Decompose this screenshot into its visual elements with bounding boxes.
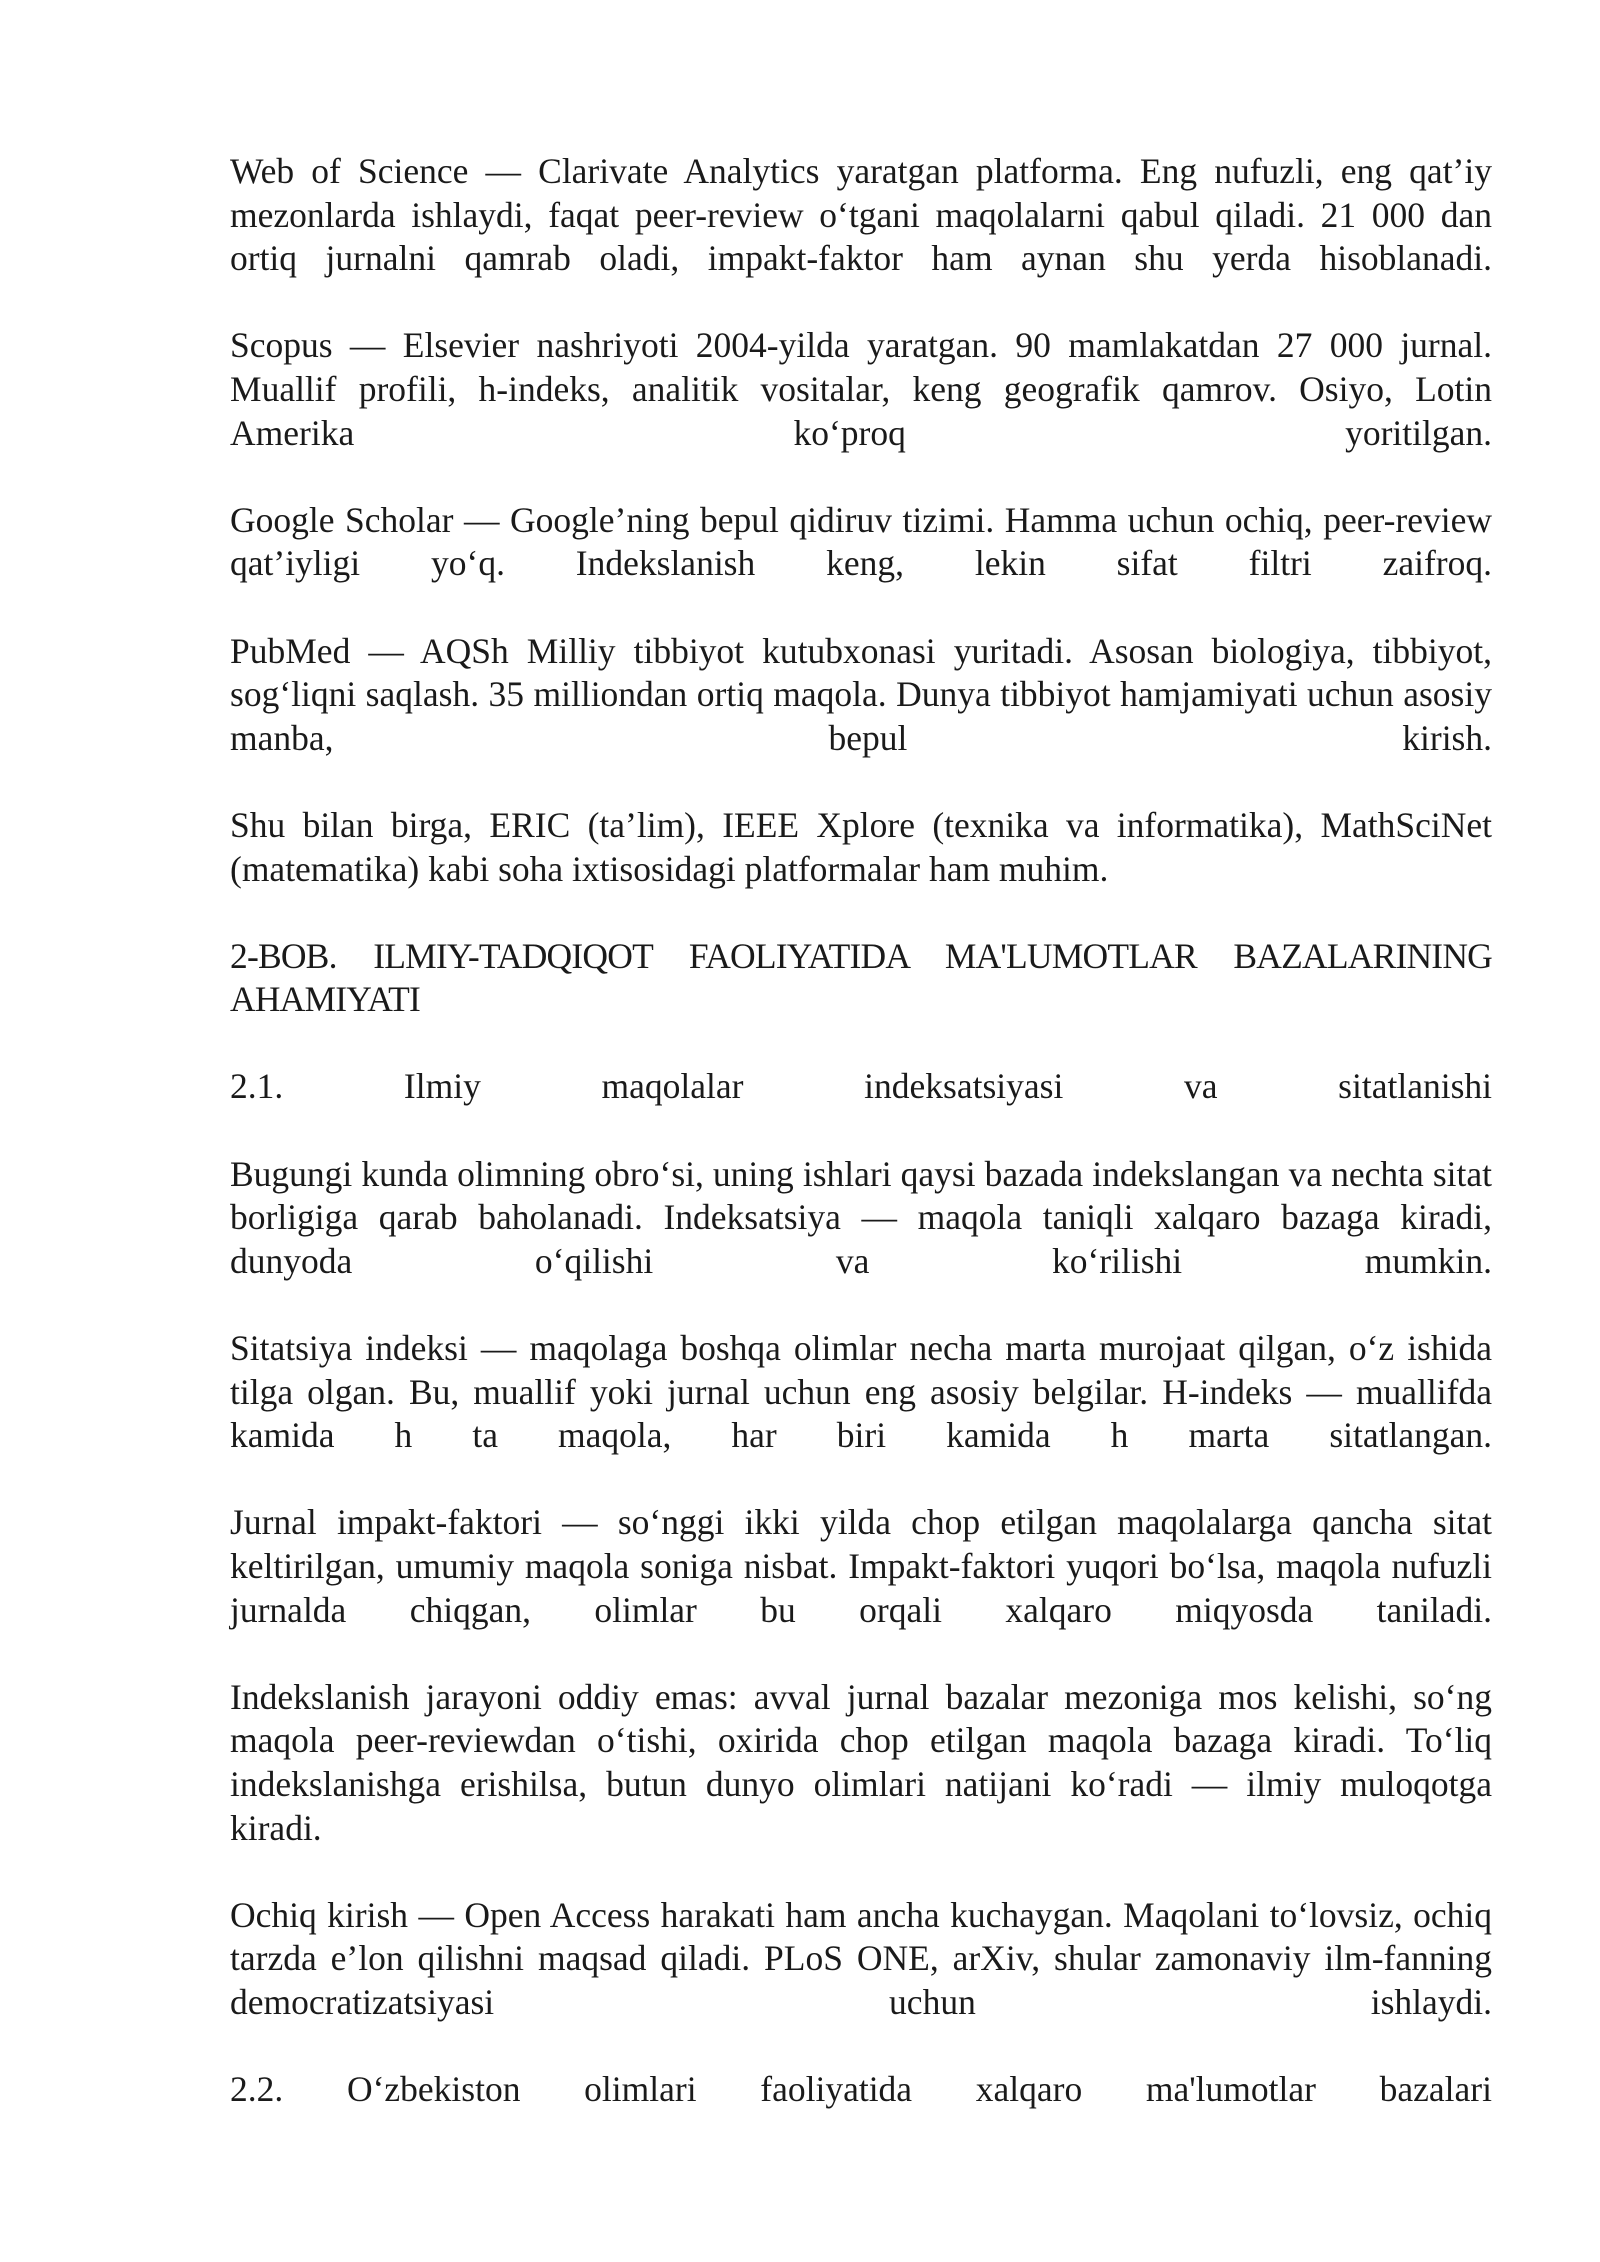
paragraph-indexing-process: Indekslanish jarayoni oddiy emas: avval jurnal bazalar mezoniga mos kelishi, so‘ng maqola peer-reviewdan o‘tishi, oxirida chop etilgan maqola bazaga kiradi. To‘liq indekslanishga erishilsa, butun dunyo olimlari natijani ko‘radi — ilmiy muloqotga kiradi. [230,1676,1492,1848]
paragraph-open-access: Ochiq kirish — Open Access harakati ham ancha kuchaygan. Maqolani to‘lovsiz, ochiq tarzda e’lon qilishni maqsad qiladi. PLoS ONE, arXiv, shular zamonaviy ilm-fanning democratizatsiyasi uchun ishlaydi. [230,1894,1492,2022]
paragraph-citation-index: Sitatsiya indeksi — maqolaga boshqa olimlar necha marta murojaat qilgan, o‘z ishida tilga olgan. Bu, muallif yoki jurnal uchun eng asosiy belgilar. H-indeks — muallifda kamida h ta maqola, har biri kamida h marta sitatlangan. [230,1328,1492,1456]
paragraph-pubmed: PubMed — AQSh Milliy tibbiyot kutubxonasi yuritadi. Asosan biologiya, tibbiyot, sog‘liqni saqlash. 35 milliondan ortiq maqola. Dunya tibbiyot hamjamiyati uchun asosiy manba, bepul kirish. [230,630,1492,758]
paragraph-web-of-science: Web of Science — Clarivate Analytics yaratgan platforma. Eng nufuzli, eng qat’iy mezonlarda ishlaydi, faqat peer-review o‘tgani maqolalarni qabul qiladi. 21 000 dan ortiq jurnalni qamrab oladi, impakt-faktor ham aynan shu yerda hisoblanadi. [230,151,1492,279]
paragraph-google-scholar: Google Scholar — Google’ning bepul qidiruv tizimi. Hamma uchun ochiq, peer-review qat’iyligi yo‘q. Indekslanish keng, lekin sifat filtri zaifroq. [230,499,1492,584]
section-2-1-title: 2.1. Ilmiy maqolalar indeksatsiyasi va sitatlanishi [230,1066,1492,1107]
paragraph-scopus: Scopus — Elsevier nashriyoti 2004-yilda yaratgan. 90 mamlakatdan 27 000 jurnal. Muallif profili, h-indeks, analitik vositalar, keng geografik qamrov. Osiyo, Lotin Amerika ko‘proq yoritilgan. [230,325,1492,453]
document-body [230,150,1492,2112]
paragraph-impact-factor: Jurnal impakt-faktori — so‘nggi ikki yilda chop etilgan maqolalarga qancha sitat keltirilgan, umumiy maqola soniga nisbat. Impakt-faktori yuqori bo‘lsa, maqola nufuzli jurnalda chiqgan, olimlar bu orqali xalqaro miqyosda taniladi. [230,1502,1492,1630]
paragraph-other-platforms: Shu bilan birga, ERIC (ta’lim), IEEE Xplore (texnika va informatika), MathSciNet (matematika) kabi soha ixtisosidagi platformalar ham muhim. [230,804,1492,889]
section-2-2-title: 2.2. O‘zbekiston olimlari faoliyatida xalqaro ma'lumotlar bazalari [230,2069,1492,2110]
paragraph-reputation: Bugungi kunda olimning obro‘si, uning ishlari qaysi bazada indekslangan va nechta sitat borligiga qarab baholanadi. Indeksatsiya — maqola taniqli xalqaro bazaga kiradi, dunyoda o‘qilishi va ko‘rilishi mumkin. [230,1153,1492,1281]
chapter-heading: 2-BOB. ILMIY-TADQIQOT FAOLIYATIDA MA'LUMOTLAR BAZALARINING AHAMIYATI [230,935,1492,1020]
